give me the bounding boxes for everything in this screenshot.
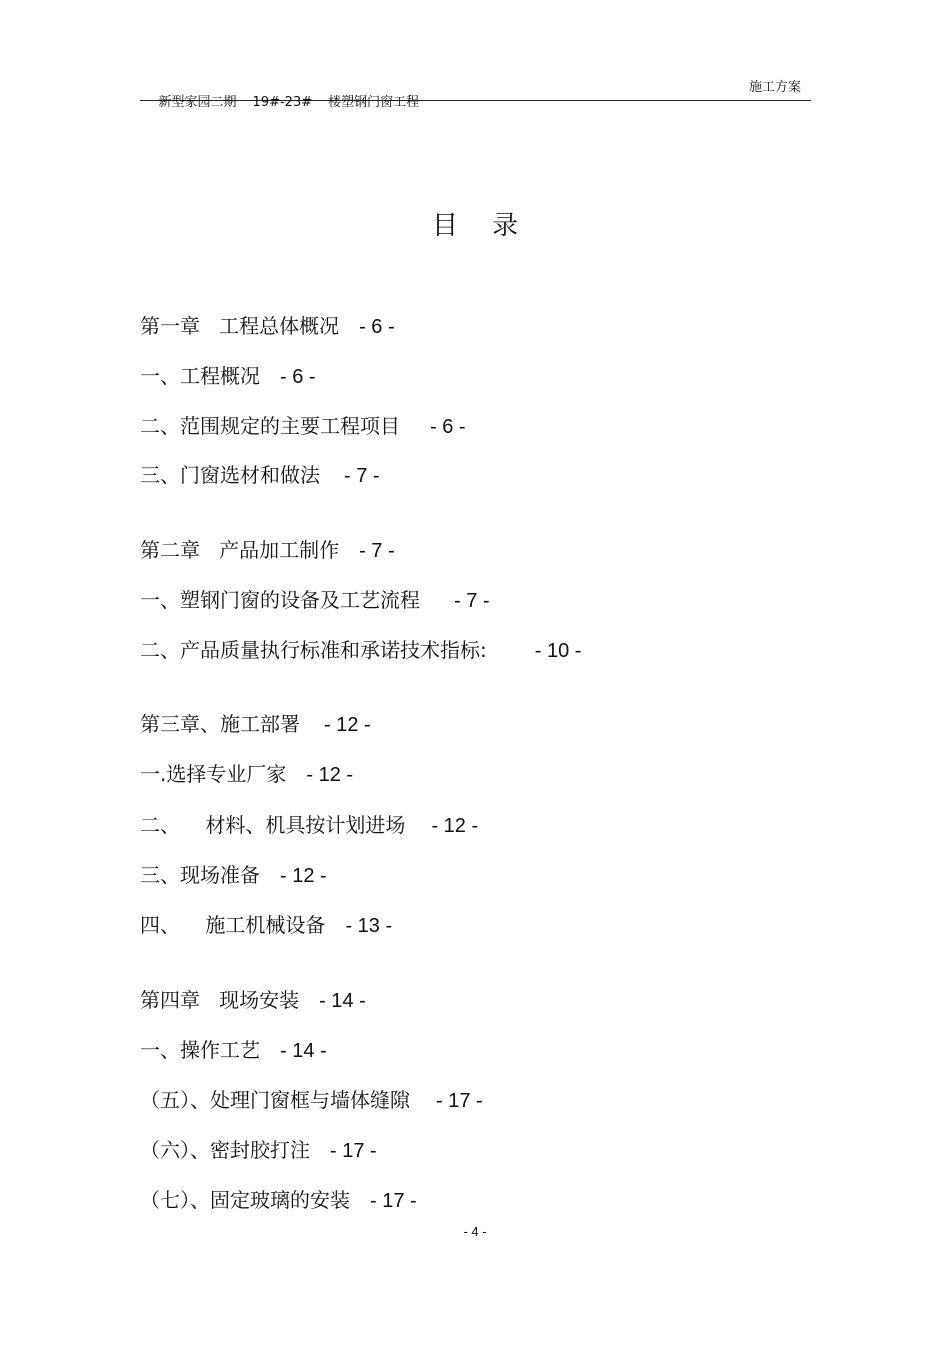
toc-entry[interactable] <box>140 1088 483 1113</box>
toc-entry-label: （五）、处理门窗框与墙体缝隙 <box>140 1088 410 1112</box>
header-work: 楼塑钢门窗工程 <box>328 95 420 110</box>
toc-entry-page: - 6 - <box>430 416 466 438</box>
toc-entry-page: - 12 - <box>280 865 327 887</box>
toc-entry-page: - 14 - <box>280 1040 327 1062</box>
toc-entry-page: - 17 - <box>330 1140 377 1162</box>
toc-entry[interactable] <box>140 638 581 663</box>
page-header <box>140 74 811 110</box>
toc-entry[interactable] <box>140 863 327 888</box>
toc-entry[interactable] <box>140 1038 327 1063</box>
toc-entry-label: 三、门窗选材和做法 <box>140 463 320 487</box>
toc-entry-label: 第三章、施工部署 <box>140 712 300 736</box>
toc-entry-page: - 7 - <box>359 540 395 562</box>
toc-entry-label: 一、塑钢门窗的设备及工艺流程 <box>140 588 420 612</box>
toc-entry[interactable] <box>140 538 395 563</box>
toc-entry[interactable] <box>140 988 366 1013</box>
toc-entry[interactable] <box>140 314 395 339</box>
toc-entry-page: - 12 - <box>306 764 354 786</box>
toc-entry-page: - 7 - <box>344 465 380 487</box>
toc-entry-label: 二、 材料、机具按计划进场 <box>140 813 406 837</box>
toc-entry-page: - 14 - <box>319 990 366 1012</box>
toc-entry[interactable] <box>140 463 380 488</box>
header-left <box>142 76 435 125</box>
toc-entry-label: （六）、密封胶打注 <box>140 1138 310 1162</box>
toc-entry[interactable] <box>140 762 353 787</box>
toc-entry[interactable] <box>140 913 392 938</box>
toc-entry-page: - 17 - <box>436 1090 483 1112</box>
toc-entry[interactable] <box>140 364 316 389</box>
toc-entry-label: 第四章 现场安装 <box>140 988 300 1012</box>
header-doc-type: 施工方案 <box>748 80 801 95</box>
toc-entry-page: - 7 - <box>454 590 490 612</box>
toc-title: 目录 <box>431 211 552 241</box>
toc-entry-page: - 6 - <box>280 366 316 388</box>
toc-entry-label: 三、现场准备 <box>140 863 260 887</box>
toc-entry-page: - 12 - <box>324 714 371 736</box>
toc-entry-page: - 13 - <box>345 915 393 937</box>
toc-entry-label: 一.选择专业厂家 <box>140 762 287 786</box>
toc-entry-label: 第一章 工程总体概况 <box>140 314 340 338</box>
toc-entry-label: 二、范围规定的主要工程项目 <box>140 414 400 438</box>
toc-entry-label: 一、操作工艺 <box>140 1038 260 1062</box>
toc-entry-page: - 6 - <box>359 316 395 338</box>
page-number: - 4 - <box>463 1224 487 1239</box>
toc-entry[interactable] <box>140 813 478 838</box>
toc-entry-page: - 10 - <box>534 640 582 662</box>
toc-entry-label: （七）、固定玻璃的安装 <box>140 1188 350 1212</box>
toc-entry[interactable] <box>140 1188 417 1213</box>
header-building: 19#-23# <box>252 95 313 110</box>
toc-entry[interactable] <box>140 588 490 613</box>
toc-entry-page: - 17 - <box>370 1190 417 1212</box>
toc-entry[interactable] <box>140 1138 377 1163</box>
toc-entry-label: 四、 施工机械设备 <box>140 913 326 937</box>
toc-entry-label: 二、产品质量执行标准和承诺技术指标: <box>140 638 487 662</box>
header-project: 新型家园二期 <box>158 95 237 110</box>
toc-entry-label: 一、工程概况 <box>140 364 260 388</box>
toc-entry[interactable] <box>140 712 371 737</box>
toc-entry-page: - 12 - <box>431 815 479 837</box>
toc-entry[interactable] <box>140 414 466 439</box>
toc-entry-label: 第二章 产品加工制作 <box>140 538 340 562</box>
